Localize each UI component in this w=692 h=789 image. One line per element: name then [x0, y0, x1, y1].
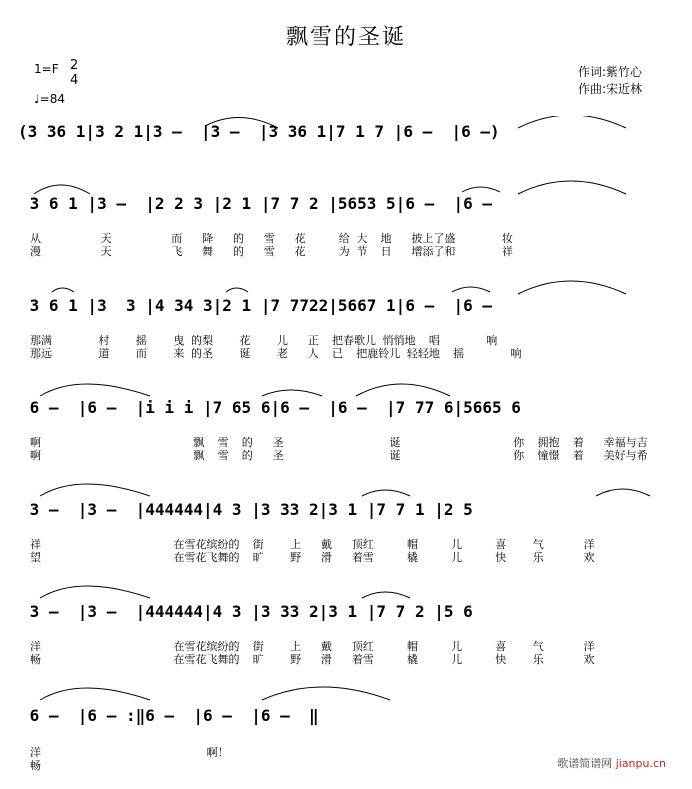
lyricist-credit: 作词:紫竹心	[578, 65, 643, 79]
lyric-line-2: 漫 天 飞 舞 的 雪 花 为 节 日 增添了和 祥	[30, 245, 513, 258]
song-title: 飘雪的圣诞	[285, 25, 406, 50]
lyric-line-2: 畅 在雪花飞舞的 旷 野 滑 着雪 橇 儿 快 乐 欢	[30, 653, 595, 666]
notation-line: 3 6 1 |3 3 |4 34 3|2 1 |7 7722|5667 1|6 — |6 —	[20, 296, 493, 315]
key-signature: 1=F	[34, 62, 59, 76]
time-signature	[70, 58, 78, 88]
time-signature-top: 2	[70, 58, 79, 73]
credits	[578, 64, 642, 98]
lyric-line-1: 洋 在雪花缤纷的 街 上 戴 顶红 帽 儿 喜 气 洋	[30, 640, 595, 653]
lyric-line-1: 那满 村 摇 曳 的梨 花 儿 正 把春歌儿 悄悄地 唱 响	[30, 334, 498, 347]
notation-line: 3 — |3 — |444444|4 3 |3 33 2|3 1 |7 7 2 |5 6	[20, 602, 473, 621]
lyric-line-2: 望 在雪花飞舞的 旷 野 滑 着雪 橇 儿 快 乐 欢	[30, 551, 595, 564]
lyric-line-2: 那远 道 而 来 的圣 诞 老 人 已 把鹿铃儿 轻轻地 摇 响	[30, 347, 522, 360]
tempo-marking: ♩=84	[34, 92, 65, 106]
lyric-line-1: 洋 啊！	[30, 746, 229, 759]
notation-line: 3 6 1 |3 — |2 2 3 |2 1 |7 7 2 |5653 5|6 — |6 —	[20, 194, 493, 213]
notation-line: 6 — |6 — |i i i |7 65 6|6 — |6 — |7 77 6|5665 6	[20, 398, 521, 417]
watermark-url: jianpu.cn	[615, 757, 666, 770]
composer-credit: 作曲:宋近林	[578, 82, 643, 96]
time-signature-bottom: 4	[70, 73, 79, 88]
notation-line: 3 — |3 — |444444|4 3 |3 33 2|3 1 |7 7 1 |2 5	[20, 500, 473, 519]
lyric-line-1: 啊 飘 雪 的 圣 诞 你 拥抱 着 幸福与吉	[30, 436, 648, 449]
lyric-line-2: 啊 飘 雪 的 圣 诞 你 憧憬 着 美好与希	[30, 449, 648, 462]
watermark-site-name: 歌谱简谱网	[557, 757, 613, 770]
lyric-line-1: 祥 在雪花缤纷的 街 上 戴 顶红 帽 儿 喜 气 洋	[30, 538, 595, 551]
site-watermark	[557, 755, 666, 771]
notation-line: (3 36 1|3 2 1|3 — |3 — |3 36 1|7 1 7 |6 — |6 —)	[18, 122, 500, 141]
lyric-line-2: 畅	[30, 759, 41, 772]
lyric-line-1: 从 天 而 降 的 雪 花 给 大 地 披上了盛 妆	[30, 232, 513, 245]
notation-line: 6 — |6 — :‖6 — |6 — |6 — ‖	[20, 706, 319, 725]
